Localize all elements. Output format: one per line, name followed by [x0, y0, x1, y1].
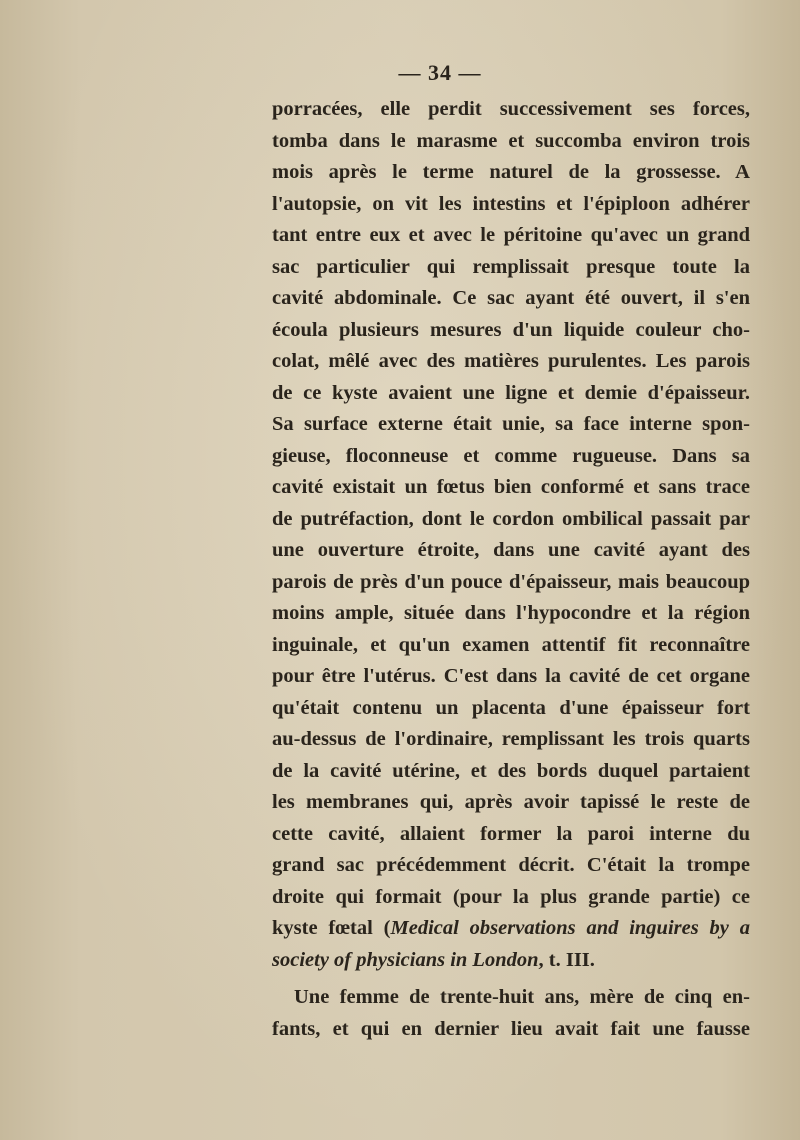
text-line: colat, mêlé avec des matières purulentes. Les parois: [272, 350, 750, 372]
text-line: au-dessus de l'ordinaire, remplissant les trois quarts: [272, 728, 750, 750]
citation-line: [272, 945, 750, 977]
text-line: sac particulier qui remplissait presque toute la: [272, 255, 750, 278]
text-line: qu'était contenu un placenta d'une épaisseur fort: [272, 696, 750, 719]
citation-line: [272, 913, 750, 945]
text-line: tomba dans le marasme et succomba environ trois: [272, 129, 750, 152]
text-line: pour être l'utérus. C'est dans la cavité de cet organe: [272, 665, 750, 687]
text-line: porracées, elle perdit successivement ses forces,: [272, 98, 750, 120]
text-line: écoula plusieurs mesures d'un liquide couleur cho-: [272, 318, 750, 341]
paragraph-2: [272, 982, 750, 1045]
citation-title: Medical observations and inguires by a: [390, 917, 750, 939]
text-line: grand sac précédemment décrit. C'était la trompe: [272, 854, 750, 876]
text-line: parois de près d'un pouce d'épaisseur, mais beaucoup: [272, 570, 750, 593]
citation-title: society of physicians in London: [272, 948, 539, 971]
text-line: gieuse, floconneuse et comme rugueuse. Dans sa: [272, 444, 750, 467]
citation-suffix: , t. III.: [538, 948, 595, 971]
text-line: cavité existait un fœtus bien conformé et sans trace: [272, 476, 750, 498]
text-line: une ouverture étroite, dans une cavité ayant des: [272, 539, 750, 561]
paragraph-1: [272, 94, 750, 976]
page-number: — 34 —: [398, 60, 482, 85]
text-line: Sa surface externe était unie, sa face interne spon-: [272, 413, 750, 435]
text-line: mois après le terme naturel de la grossesse. A: [272, 161, 750, 183]
text-line: de la cavité utérine, et des bords duquel partaient: [272, 759, 750, 782]
text-line: cavité abdominale. Ce sac ayant été ouvert, il s'en: [272, 287, 750, 309]
text-line: cette cavité, allaient former la paroi interne du: [272, 822, 750, 845]
text-line: Une femme de trente-huit ans, mère de cinq en-: [294, 986, 750, 1008]
text-line: tant entre eux et avec le péritoine qu'avec un grand: [272, 224, 750, 246]
text-line: de ce kyste avaient une ligne et demie d'épaisseur.: [272, 381, 750, 404]
citation-prefix: kyste fœtal (: [272, 917, 391, 939]
text-line: droite qui formait (pour la plus grande partie) ce: [272, 885, 750, 908]
text-line: de putréfaction, dont le cordon ombilical passait par: [272, 507, 750, 530]
text-line: fants, et qui en dernier lieu avait fait une fausse: [272, 1017, 750, 1040]
text-line: inguinale, et qu'un examen attentif fit reconnaître: [272, 633, 750, 656]
body-text: [272, 94, 750, 1045]
text-line: les membranes qui, après avoir tapissé le reste de: [272, 791, 750, 813]
text-line: moins ample, située dans l'hypocondre et la région: [272, 602, 750, 624]
text-line: l'autopsie, on vit les intestins et l'épiploon adhérer: [272, 192, 750, 215]
